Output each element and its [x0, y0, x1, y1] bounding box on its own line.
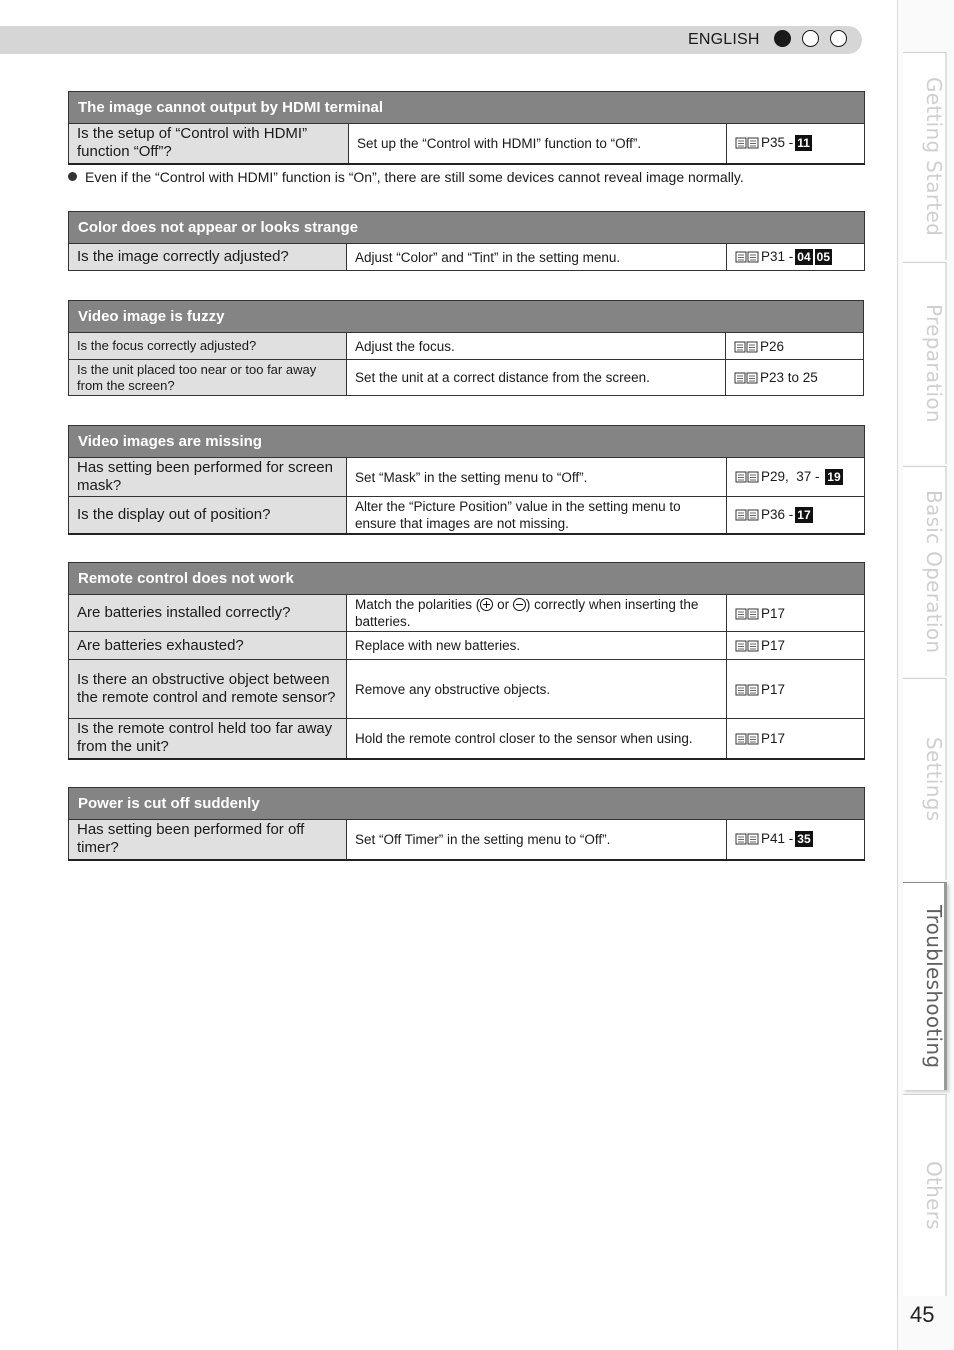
book-icon	[735, 250, 759, 263]
section-title: Remote control does not work	[69, 563, 865, 595]
note-text: Even if the “Control with HDMI” function is “On”, there are still some devices cannot reveal image normally.	[85, 169, 744, 185]
action-text: or	[493, 597, 513, 612]
page-ref-cell	[727, 660, 865, 719]
section-remote	[68, 562, 865, 760]
action-text: Match the polarities (	[355, 597, 481, 612]
action-cell: Set “Mask” in the setting menu to “Off”.	[347, 458, 727, 497]
language-dot-2	[802, 30, 819, 47]
action-cell: Hold the remote control closer to the sensor when using.	[347, 719, 727, 759]
book-icon	[735, 607, 759, 620]
book-icon	[735, 832, 759, 845]
tab-settings[interactable]	[903, 678, 947, 880]
page-ref: P17	[761, 730, 786, 746]
page-ref: P41 -	[761, 831, 794, 847]
question-cell: Has setting been performed for off timer?	[69, 820, 347, 860]
page-ref-cell	[727, 458, 865, 497]
question-cell: Is the display out of position?	[69, 497, 347, 534]
page-ref: P36 -	[761, 506, 794, 522]
question-cell: Is the remote control held too far away from the unit?	[69, 719, 347, 759]
item-number-badge: 17	[797, 507, 811, 522]
language-dot-3	[830, 30, 847, 47]
page-ref-cell	[727, 497, 865, 534]
page-ref-cell	[727, 595, 865, 632]
section-title: Color does not appear or looks strange	[69, 212, 865, 244]
section-title: Power is cut off suddenly	[69, 788, 865, 820]
book-icon	[735, 732, 759, 745]
page-ref: P31 -	[761, 249, 794, 264]
action-cell: Set “Off Timer” in the setting menu to “Off”.	[347, 820, 727, 860]
tab-label: Basic Operation	[922, 489, 946, 654]
action-cell: Adjust “Color” and “Tint” in the setting menu.	[347, 244, 727, 271]
section-title: Video image is fuzzy	[69, 301, 864, 333]
action-cell: Alter the “Picture Position” value in the setting menu to ensure that images are not missing.	[347, 497, 727, 534]
action-cell: Remove any obstructive objects.	[347, 660, 727, 719]
action-cell: Set the unit at a correct distance from the screen.	[347, 360, 726, 396]
language-dot-1	[774, 30, 791, 47]
page-ref: P17	[761, 638, 786, 653]
section-fuzzy	[68, 300, 864, 396]
book-icon	[735, 470, 759, 483]
page-ref-cell	[727, 820, 865, 860]
page-ref: P29, 37 -	[761, 469, 824, 484]
question-cell: Are batteries exhausted?	[69, 632, 347, 660]
book-icon	[734, 371, 758, 384]
book-icon	[734, 340, 758, 353]
tab-label: Settings	[922, 737, 946, 822]
section-color	[68, 211, 865, 271]
action-cell: Adjust the focus.	[347, 333, 726, 360]
section-hdmi	[68, 91, 865, 165]
tab-label: Getting Started	[922, 76, 946, 237]
minus-polarity-icon	[513, 598, 526, 611]
section-title: Video images are missing	[69, 426, 865, 458]
tab-label: Preparation	[922, 304, 946, 423]
item-number-badge: 35	[797, 832, 811, 847]
page-ref-cell	[726, 333, 864, 360]
tab-label: Troubleshooting	[922, 904, 946, 1069]
page-ref: P17	[761, 605, 786, 621]
action-text: ) correctly when inserting the batteries.	[355, 597, 699, 629]
page-ref-cell	[727, 719, 865, 759]
page-ref: P35 -	[761, 135, 794, 151]
page-ref: P17	[761, 681, 786, 697]
item-number-badge: 11	[797, 136, 810, 151]
question-cell: Is the focus correctly adjusted?	[69, 333, 347, 360]
action-cell: Replace with new batteries.	[347, 632, 727, 660]
section-title: The image cannot output by HDMI terminal	[69, 92, 865, 124]
page-ref: P23 to 25	[760, 370, 818, 385]
item-number-badge: 04	[797, 250, 811, 264]
question-cell: Is the setup of “Control with HDMI” function “Off”?	[69, 124, 349, 164]
book-icon	[735, 639, 759, 652]
page-ref-cell	[726, 360, 864, 396]
page-ref: P26	[760, 338, 785, 354]
section-power	[68, 787, 865, 861]
page-ref-cell	[727, 632, 865, 660]
tab-preparation[interactable]	[903, 262, 947, 464]
question-cell: Is the unit placed too near or too far away from the screen?	[69, 360, 347, 396]
book-icon	[735, 508, 759, 521]
question-cell: Is the image correctly adjusted?	[69, 244, 347, 271]
plus-polarity-icon	[480, 598, 493, 611]
tab-basic-operation[interactable]	[903, 466, 947, 676]
section-missing	[68, 425, 865, 535]
tab-getting-started[interactable]	[903, 52, 947, 260]
page-ref-cell	[727, 244, 865, 271]
tab-troubleshooting[interactable]	[903, 882, 947, 1090]
question-cell: Has setting been performed for screen mask?	[69, 458, 347, 497]
tab-others[interactable]	[903, 1094, 947, 1296]
action-cell: Set up the “Control with HDMI” function to “Off”.	[349, 124, 727, 164]
item-number-badge: 05	[816, 250, 830, 264]
action-cell	[347, 595, 727, 632]
page-ref-cell	[727, 124, 865, 164]
tab-label: Others	[922, 1160, 946, 1230]
book-icon	[735, 683, 759, 696]
note	[68, 169, 744, 185]
page-number: 45	[910, 1302, 935, 1327]
bullet-icon	[68, 172, 77, 181]
item-number-badge: 19	[827, 470, 841, 484]
question-cell: Are batteries installed correctly?	[69, 595, 347, 632]
book-icon	[735, 136, 759, 149]
language-label: ENGLISH	[688, 31, 760, 48]
question-cell: Is there an obstructive object between the remote control and remote sensor?	[69, 660, 347, 719]
